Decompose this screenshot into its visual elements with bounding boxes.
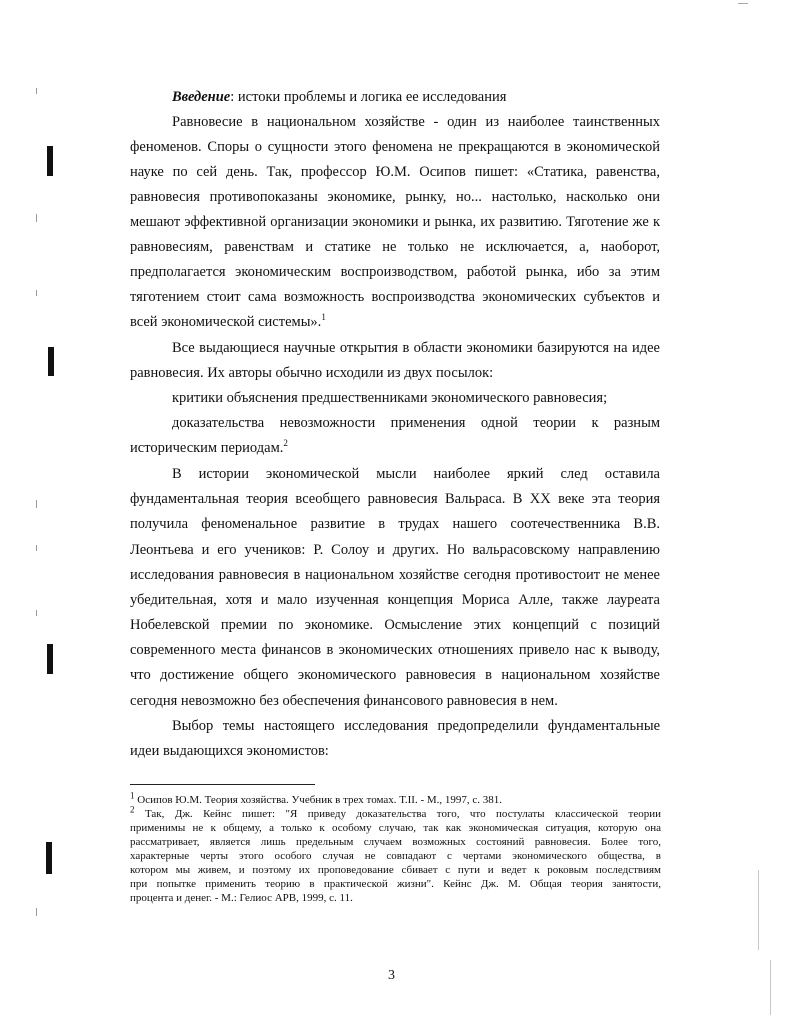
list-item-1: критики объяснения предшественниками экономического равновесия;: [172, 390, 608, 406]
footnote-2-line: при попытке применить теорию в практической жизни". Кейнс Дж. М. Общая теория занятости,: [130, 878, 661, 890]
scan-tick-6: [36, 610, 37, 616]
p3-line: сегодня невозможно без обеспечения финансового равновесия в нем.: [130, 693, 558, 709]
footnote-2-first: [130, 804, 662, 822]
footnote-2-line: процента и денег. - М.: Гелиос АРВ, 1999, с. 11.: [130, 892, 353, 904]
footnote-1-text: Осипов Ю.М. Теория хозяйства. Учебник в трех томах. Т.II. - М., 1997, с. 381.: [137, 794, 503, 806]
p1-line: феноменов. Споры о сущности этого феномена не прекращаются в экономической: [130, 139, 660, 155]
p3-line: получила феноменальное развитие в трудах нашего соотечественника В.В.: [130, 516, 660, 532]
p1-line: науке по сей день. Так, профессор Ю.М. Осипов пишет: «Статика, равенства,: [130, 164, 660, 180]
p3-line: фундаментальная теория всеобщего равновесия Вальраса. В XX веке эта теория: [130, 491, 660, 507]
list-item-2-last: [130, 439, 660, 457]
p4-line: идеи выдающихся экономистов:: [130, 743, 329, 759]
binding-mark-4: [46, 842, 52, 874]
scan-edge-right-1: [758, 870, 759, 950]
footnote-2-line: рассматривает, является лишь предельным случаем возможных состояний равновесия. Более того,: [130, 836, 661, 848]
footnote-1-number: 1: [130, 790, 135, 801]
scan-tick-1: [36, 88, 37, 94]
p2-line: равновесия. Их авторы обычно исходили из двух посылок:: [130, 365, 494, 381]
footnote-2-number: 2: [130, 804, 135, 815]
scan-tick-2: [36, 214, 37, 222]
p3-line: Леонтьева и его учеников: Р. Солоу и других. Но вальрасовскому направлению: [130, 542, 660, 558]
footnote-ref-1: 1: [321, 312, 326, 323]
p1-line: равновесиям, равенствам и статике не только не исключается, а, наоборот,: [130, 239, 660, 255]
binding-mark-1: [47, 146, 53, 176]
p3-line: В истории экономической мысли наиболее яркий след оставила: [172, 466, 660, 482]
p1-last-line: [130, 313, 660, 331]
scan-tick-5: [36, 545, 37, 551]
p3-line: что достижение общего экономического равновесия в национальном хозяйстве: [130, 667, 660, 683]
scan-edge-right-2: [770, 960, 771, 1015]
list-item-2-line: доказательства невозможности применения одной теории к разным: [172, 415, 660, 431]
binding-mark-2: [48, 347, 54, 376]
p1-line: равновесия противопоказаны экономике, рынку, но... настолько, насколько они: [130, 189, 660, 205]
footnote-1: [130, 790, 661, 808]
p3-line: исследования равновесия в национальном хозяйстве сегодня противостоит не менее: [130, 567, 660, 583]
p1-line: всей экономической системы».: [130, 314, 322, 330]
scan-tick-3: [36, 290, 37, 296]
footnote-2-line: Так, Дж. Кейнс пишет: "Я приведу доказательства того, что постулаты классической теории: [144, 808, 662, 820]
scan-dash-top-right: [738, 3, 748, 4]
heading-rest: : истоки проблемы и логика ее исследования: [230, 89, 507, 105]
p3-line: убедительная, хотя и мало изученная концепция Мориса Алле, также лауреата: [130, 592, 660, 608]
footnote-2-line: характерные черты этого особого случая не совпадают с чертами экономического общества, в: [130, 850, 661, 862]
scan-tick-4: [36, 500, 37, 508]
page-number: 3: [388, 968, 395, 983]
p1-line: Равновесие в национальном хозяйстве - один из наиболее таинственных: [172, 114, 660, 130]
footnote-ref-2: 2: [283, 438, 288, 449]
section-heading: [172, 88, 660, 106]
list-item-2-line: историческим периодам.: [130, 440, 284, 456]
p3-line: Нобелевской премии по экономике. Осмысление этих концепций с позиций: [130, 617, 660, 633]
p2-line: Все выдающиеся научные открытия в области экономики базируются на идее: [172, 340, 660, 356]
p1-line: мешают эффективной организации экономики и рынка, их развитию. Тяготение же к: [130, 214, 660, 230]
footnote-2-line: применимы не к общему, а только к особому случаю, так как экономическая ситуация, которую она: [130, 822, 661, 834]
footnote-separator: [130, 784, 315, 785]
p1-line: предполагается экономическим воспроизводством, работой рынка, ибо за этим: [130, 264, 660, 280]
p3-line: современного места финансов в экономических отношениях привело нас к выводу,: [130, 642, 660, 658]
binding-mark-3: [47, 644, 53, 674]
heading-label: Введение: [172, 89, 231, 105]
p1-line: тяготением стоит сама возможность воспроизводства экономических субъектов и: [130, 289, 660, 305]
p4-line: Выбор темы настоящего исследования предопределили фундаментальные: [172, 718, 660, 734]
scan-tick-7: [36, 908, 37, 916]
footnote-2-line: котором мы живем, и поэтому их проповедование сбивает с пути и ведет к роковым последствиям: [130, 864, 661, 876]
